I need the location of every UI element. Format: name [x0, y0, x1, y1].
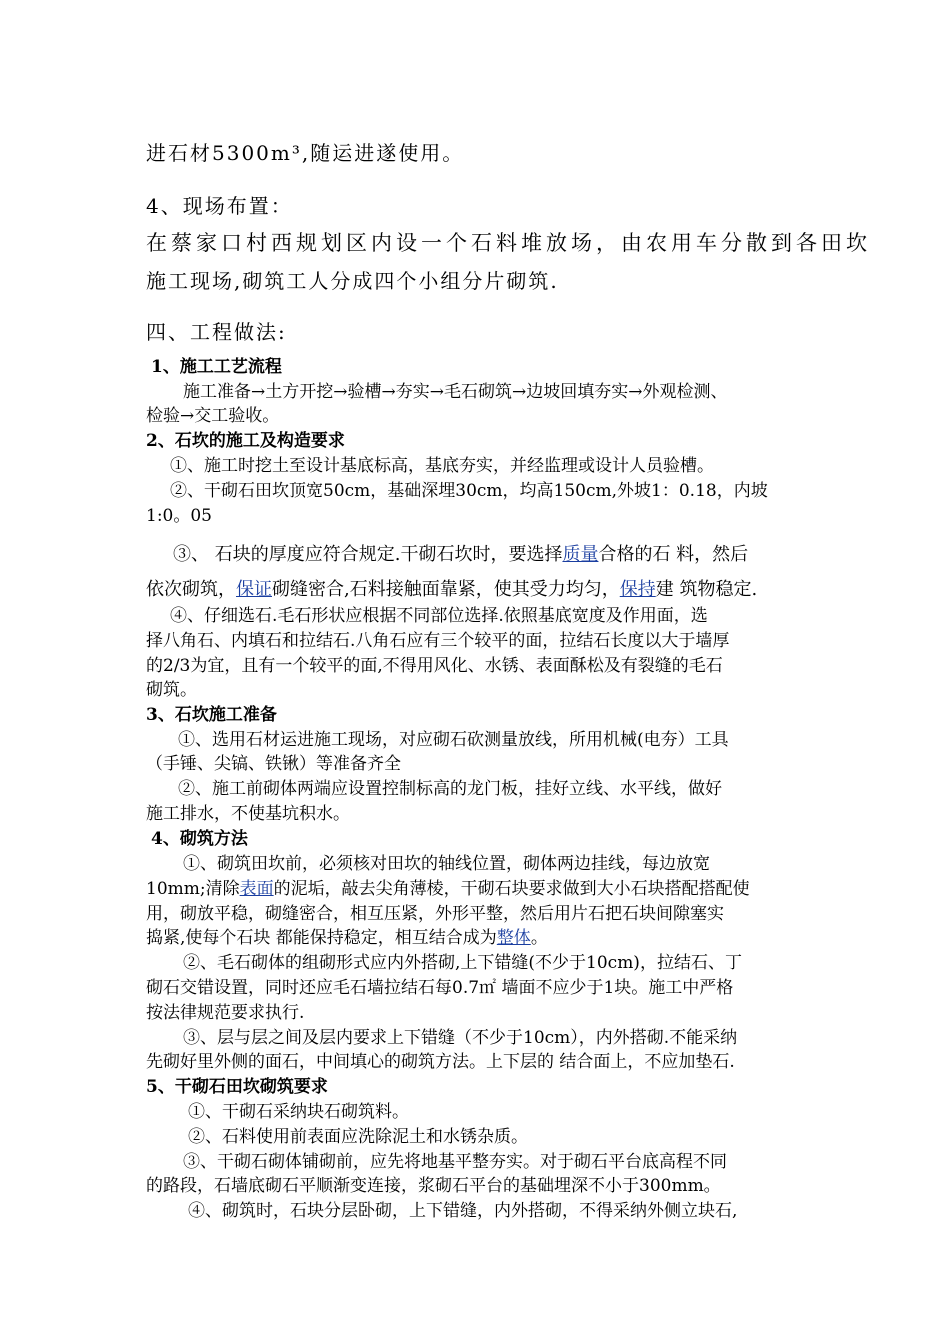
text-line-5: 四、工程做法: [146, 320, 287, 344]
text-line-24: 4、砌筑方法 [151, 829, 248, 849]
text-line-30: 砌石交错设置，同时还应毛石墙拉结石每0.7㎡ 墙面不应少于1块。施工中严格 [146, 978, 734, 998]
text-line-8: 检验→交工验收。 [146, 406, 280, 426]
text-line-37: ③、干砌石砌体铺砌前，应先将地基平整夯实。对于砌石平台底高程不同 [183, 1152, 727, 1172]
text-line-1: 进石材5300m³,随运进遂使用。 [146, 141, 465, 165]
text-line-20: ①、选用石材运进施工现场，对应砌石砍测量放线，所用机械(电夯）工具 [178, 730, 729, 750]
text-line-12: 1:0。05 [146, 506, 212, 526]
text-line-29: ②、毛石砌体的组砌形式应内外搭砌,上下错缝(不少于10cm)，拉结石、丁 [183, 953, 742, 973]
text-line-11: ②、干砌石田坎顶宽50cm，基础深埋30cm，均高150cm,外坡1：0.18，内坡 [170, 481, 768, 501]
text-line-31: 按法律规范要求执行. [146, 1003, 305, 1023]
text-line-15: ④、仔细选石.毛石形状应根据不同部位选择.依照基底宽度及作用面，选 [170, 606, 708, 626]
hyperlink[interactable]: 表面 [239, 879, 274, 899]
text-line-22: ②、施工前砌体两端应设置控制标高的龙门板，挂好立线、水平线，做好 [178, 779, 722, 799]
text-line-39: ④、砌筑时，石块分层卧砌，上下错缝，内外搭砌，不得采纳外侧立块石, [188, 1201, 738, 1221]
text-line-38: 的路段，石墙底砌石平顺渐变连接，浆砌石平台的基础埋深不小于300mm。 [146, 1176, 721, 1196]
text-line-9: 2、石坎的施工及构造要求 [146, 431, 345, 451]
text-line-14: 依次砌筑，保证砌缝密合,石料接触面靠紧，使其受力均匀，保持建 筑物稳定. [146, 579, 758, 600]
hyperlink[interactable]: 质量 [562, 544, 599, 565]
hyperlink[interactable]: 整体 [496, 928, 531, 948]
text-line-33: 先砌好里外侧的面石，中间填心的砌筑方法。上下层的 结合面上，不应加垫石. [146, 1052, 735, 1072]
hyperlink[interactable]: 保持 [619, 579, 656, 600]
text-line-16: 择八角石、内填石和拉结石.八角石应有三个较平的面，拉结石长度以大于墙厚 [146, 631, 730, 651]
text-line-32: ③、层与层之间及层内要求上下错缝（不少于10cm），内外搭砌.不能采纳 [183, 1028, 738, 1048]
text-line-19: 3、石坎施工准备 [146, 705, 277, 725]
text-line-10: ①、施工时挖土至设计基底标高，基底夯实，并经监理或设计人员验槽。 [170, 456, 714, 476]
text-line-34: 5、干砌石田坎砌筑要求 [146, 1077, 328, 1097]
text-line-17: 的2/3为宜，且有一个较平的面,不得用风化、水锈、表面酥松及有裂缝的毛石 [146, 656, 723, 676]
text-line-2: 4、现场布置： [146, 194, 293, 218]
text-line-4: 施工现场,砌筑工人分成四个小组分片砌筑. [146, 269, 559, 293]
text-line-23: 施工排水，不使基坑积水。 [146, 804, 350, 824]
text-line-36: ②、石料使用前表面应洗除泥土和水锈杂质。 [188, 1127, 528, 1147]
text-line-13: ③、 石块的厚度应符合规定.干砌石坎时，要选择质量合格的石 料，然后 [173, 544, 749, 565]
text-line-35: ①、干砌石采纳块石砌筑料。 [188, 1102, 409, 1122]
text-line-21: （手锤、尖镐、铁锹）等准备齐全 [146, 754, 401, 774]
text-line-3: 在蔡家口村西规划区内设一个石料堆放场，由农用车分散到各田坎 [146, 231, 871, 255]
text-line-6: 1、施工工艺流程 [151, 357, 282, 377]
text-line-18: 砌筑。 [146, 680, 197, 700]
text-line-27: 用，砌放平稳，砌缝密合，相互压紧，外形平整，然后用片石把石块间隙塞实 [146, 904, 724, 924]
text-line-7: 施工准备→土方开挖→验槽→夯实→毛石砌筑→边坡回填夯实→外观检测、 [183, 382, 728, 402]
text-line-26: 10mm;清除表面的泥垢，敲去尖角薄棱，干砌石块要求做到大小石块搭配搭配使 [146, 879, 750, 899]
hyperlink[interactable]: 保证 [236, 579, 272, 600]
text-line-25: ①、砌筑田坎前，必须核对田坎的轴线位置，砌体两边挂线，每边放宽 [183, 854, 710, 874]
text-line-28: 捣紧,使每个石块 都能保持稳定，相互结合成为整体。 [146, 928, 548, 948]
